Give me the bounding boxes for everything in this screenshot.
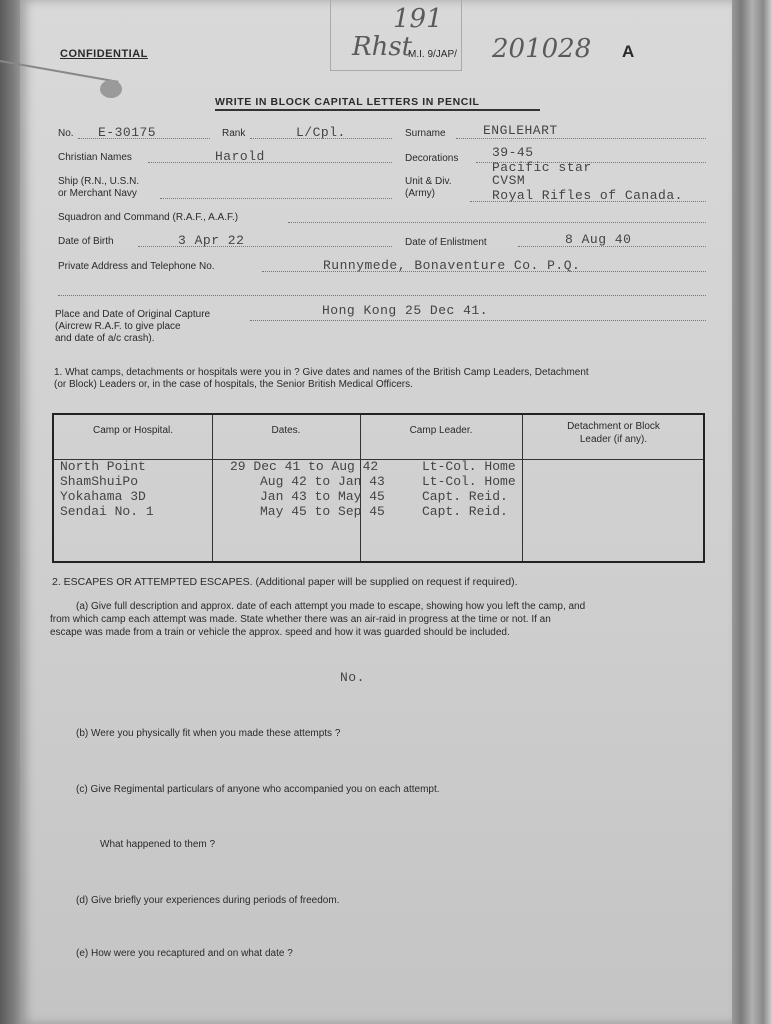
address-line-2: [58, 295, 706, 296]
question-2d: (d) Give briefly your experiences during periods of freedom.: [76, 895, 340, 906]
row-1-camp: North Point: [60, 459, 146, 474]
row-4-camp: Sendai No. 1: [60, 504, 154, 519]
enlistment-value: 8 Aug 40: [565, 232, 632, 247]
unit-label-1: Unit & Div.: [405, 176, 452, 187]
row-2-leader: Lt-Col. Home: [422, 474, 516, 489]
header-camp: Camp or Hospital.: [92, 425, 174, 436]
form-reference: M.I. 9/JAP/: [408, 49, 457, 60]
ship-label-1: Ship (R.N., U.S.N.: [58, 176, 140, 187]
surname-value: ENGLEHART: [483, 123, 558, 138]
instruction-banner: WRITE IN BLOCK CAPITAL LETTERS IN PENCIL: [215, 96, 480, 108]
row-2-dates: Aug 42 to Jan 43: [260, 474, 385, 489]
confidential-header: CONFIDENTIAL: [60, 48, 148, 60]
row-2-camp: ShamShuiPo: [60, 474, 139, 489]
question-2c: (c) Give Regimental particulars of anyone who accompanied you on each attempt.: [76, 784, 440, 795]
capture-label-1: Place and Date of Original Capture: [55, 309, 211, 320]
table-divider-1: [212, 415, 213, 561]
question-2e: (e) How were you recaptured and on what date ?: [76, 948, 293, 959]
binder-edge-left: [0, 0, 22, 1024]
question-2c-followup: What happened to them ?: [100, 839, 216, 850]
header-detachment-2: Leader (if any).: [579, 434, 648, 445]
christian-names-label: Christian Names: [58, 152, 132, 163]
file-number: 201028: [492, 34, 592, 64]
question-2b: (b) Were you physically fit when you made these attempts ?: [76, 728, 341, 739]
squadron-label: Squadron and Command (R.A.F., A.A.F.): [58, 212, 239, 223]
question-2a-line-3: escape was made from a train or vehicle the approx. speed and how it was guarded should be included.: [50, 627, 510, 638]
stamp-number: 191: [393, 4, 443, 34]
service-number: E-30175: [98, 125, 157, 140]
surname-line: [456, 138, 706, 139]
enlistment-label: Date of Enlistment: [405, 237, 487, 248]
header-dates: Dates.: [271, 425, 301, 436]
camps-table: [52, 413, 705, 563]
capture-line: [250, 320, 706, 321]
squadron-line: [288, 222, 706, 223]
unit-label-2: (Army): [405, 188, 435, 199]
question-1-line-1: 1. What camps, detachments or hospitals were you in ? Give dates and names of the British Camp Leaders, Detachment: [54, 367, 589, 378]
row-1-dates: 29 Dec 41 to Aug 42: [230, 459, 379, 474]
surname-label: Surname: [405, 128, 446, 139]
header-detachment-1: Detachment or Block: [567, 421, 660, 432]
row-3-leader: Capt. Reid.: [422, 489, 508, 504]
row-4-dates: May 45 to Sep 45: [260, 504, 385, 519]
question-2-title: 2. ESCAPES OR ATTEMPTED ESCAPES. (Additional paper will be supplied on request if required).: [52, 576, 518, 588]
header-camp-leader: Camp Leader.: [409, 425, 473, 436]
decorations-value-3: CVSM: [492, 173, 526, 188]
ship-line: [160, 198, 392, 199]
row-3-camp: Yokahama 3D: [60, 489, 146, 504]
christian-names-value: Harold: [215, 149, 265, 164]
dob-line: [138, 246, 392, 247]
rank-label: Rank: [222, 128, 246, 139]
question-1-line-2: (or Block) Leaders or, in the case of hospitals, the Senior British Medical Officers.: [54, 379, 413, 390]
file-suffix: A: [622, 42, 635, 61]
christian-names-line: [148, 162, 392, 163]
row-1-leader: Lt-Col. Home: [422, 459, 516, 474]
rank-value: L/Cpl.: [296, 125, 346, 140]
address-value: Runnymede, Bonaventure Co. P.Q.: [323, 258, 581, 273]
capture-label-2: (Aircrew R.A.F. to give place: [55, 321, 181, 332]
capture-value: Hong Kong 25 Dec 41.: [322, 303, 489, 318]
capture-label-3: and date of a/c crash).: [55, 333, 155, 344]
dob-value: 3 Apr 22: [178, 233, 245, 248]
binder-edge-right: [728, 0, 772, 1024]
question-2a-line-2: from which camp each attempt was made. State whether there was an air-raid in progress at the time or not. If an: [50, 614, 551, 625]
ship-label-2: or Merchant Navy: [58, 188, 137, 199]
string-knot: [100, 80, 122, 98]
escape-answer: No.: [340, 670, 365, 685]
row-4-leader: Capt. Reid.: [422, 504, 508, 519]
decorations-label: Decorations: [405, 153, 459, 164]
no-label: No.: [58, 128, 74, 139]
question-2a-line-1: (a) Give full description and approx. date of each attempt you made to escape, showing how you left the camp, and: [76, 601, 586, 612]
table-header-rule: [54, 459, 703, 460]
instruction-underline: [215, 109, 540, 111]
row-3-dates: Jan 43 to May 45: [260, 489, 385, 504]
unit-value: Royal Rifles of Canada.: [492, 188, 683, 203]
stamp-initials: Rhst: [352, 32, 413, 62]
address-label: Private Address and Telephone No.: [58, 261, 215, 272]
decorations-value-1: 39-45: [492, 145, 534, 160]
decorations-value-2: Pacific star: [492, 160, 592, 175]
dob-label: Date of Birth: [58, 236, 114, 247]
